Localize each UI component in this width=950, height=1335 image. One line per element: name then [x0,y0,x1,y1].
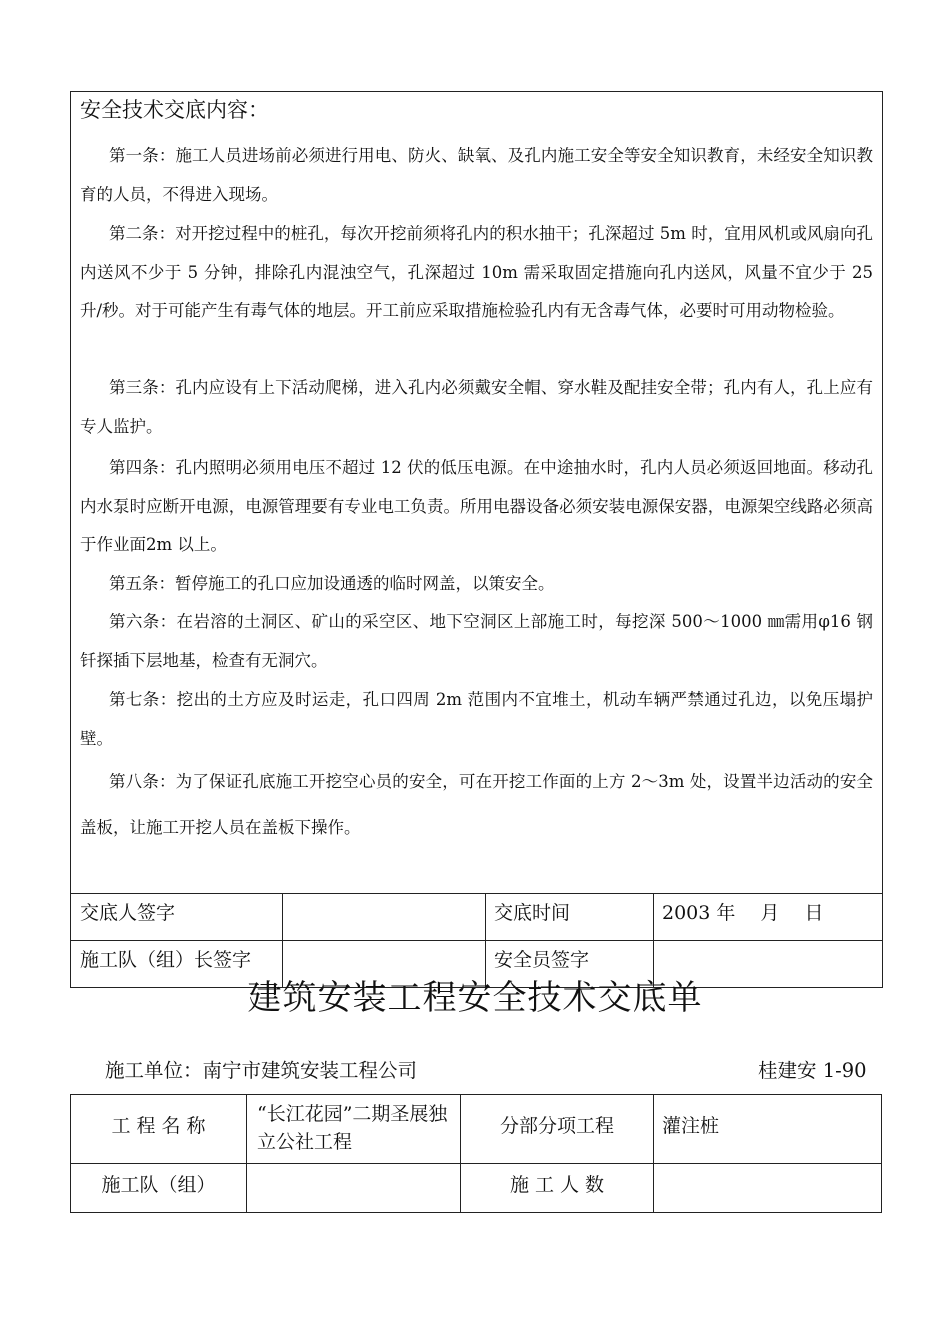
team-leader-signature-label: 施工队（组）长签字 [80,949,252,971]
disclosure-time-value[interactable]: 2003 年 月 日 [662,902,824,924]
safety-officer-signature-label: 安全员签字 [494,949,590,971]
article-1: 第一条：施工人员进场前必须进行用电、防火、缺氧、及孔内施工安全等安全知识教育，未经安全知识教育的人员，不得进入现场。 [80,146,873,204]
construction-unit: 施工单位：南宁市建筑安装工程公司 [105,1059,418,1082]
article-7: 第七条：挖出的土方应及时运走，孔口四周 2m 范围内不宜堆土，机动车辆严禁通过孔边，以免压塌护壁。 [80,690,873,748]
disclosure-time-label: 交底时间 [494,902,571,924]
article-3: 第三条：孔内应设有上下活动爬梯，进入孔内必须戴安全帽、穿水鞋及配挂安全带；孔内有人，孔上应有专人监护。 [80,378,873,436]
form-code: 桂建安 1-90 [758,1059,867,1082]
sub-project-value[interactable]: 灌注桩 [662,1115,720,1137]
article-2: 第二条：对开挖过程中的桩孔，每次开挖前须将孔内的积水抽干；孔深超过 5m 时，宜用风机或风扇向孔内送风不少于 5 分钟，排除孔内混浊空气，孔深超过 10m 需采取固定措施向孔内送风，风量不宜少于 25 升/秒。对于可能产生有毒气体的地层。开工前应采取措施检验孔内有无含毒气体，必要时可用动物检验。 [80,224,873,320]
article-8: 第八条：为了保证孔底施工开挖空心员的安全，可在开挖工作面的上方 2～3m 处，设置半边活动的安全盖板，让施工开挖人员在盖板下操作。 [80,772,873,837]
safety-content-heading: 安全技术交底内容： [80,98,269,122]
article-6: 第六条：在岩溶的土洞区、矿山的采空区、地下空洞区上部施工时，每挖深 500～1000 ㎜需用φ16 钢钎探插下层地基，检查有无洞穴。 [80,612,873,670]
article-5: 第五条：暂停施工的孔口应加设通透的临时网盖，以策安全。 [109,574,555,593]
project-name-label: 工 程 名 称 [111,1115,206,1137]
sub-project-label: 分部分项工程 [499,1115,614,1137]
discloser-signature-label: 交底人签字 [80,902,176,924]
workers-count-label: 施 工 人 数 [509,1174,605,1196]
project-name-value[interactable]: “长江花园”二期圣展独立公社工程 [257,1103,448,1153]
article-4: 第四条：孔内照明必须用电压不超过 12 伏的低压电源。在中途抽水时，孔内人员必须返回地面。移动孔内水泵时应断开电源，电源管理要有专业电工负责。所用电器设备必须安装电源保安器，电源架空线路必须高于作业面2m 以上。 [80,458,873,554]
form-title: 建筑安装工程安全技术交底单 [247,978,703,1018]
team-label: 施工队（组） [101,1174,216,1196]
